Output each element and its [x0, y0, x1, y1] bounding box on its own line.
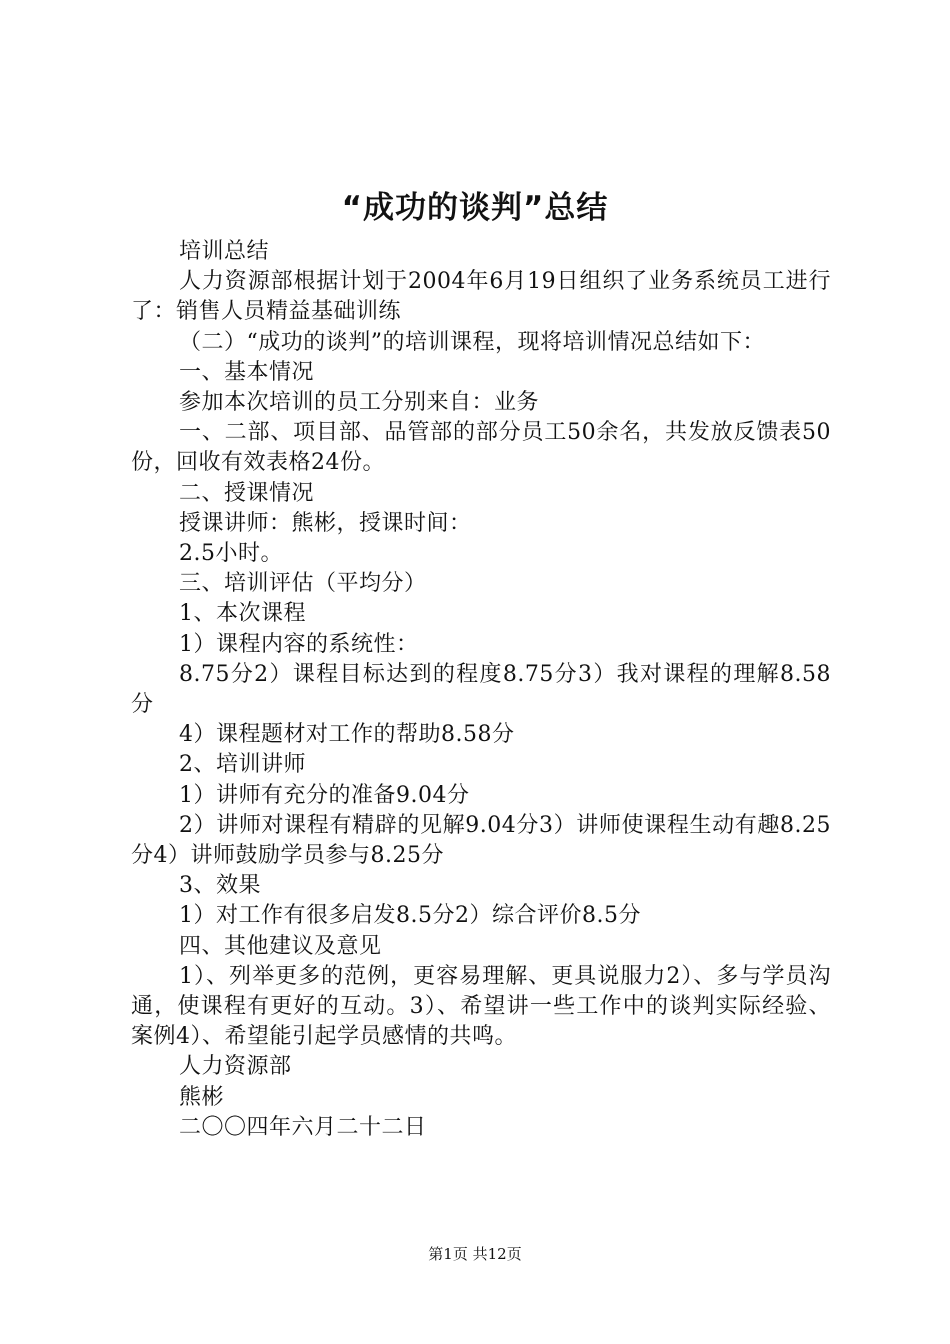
item-lecturer-preparation: 1）讲师有充分的准备9.04分 — [179, 782, 470, 808]
paragraph-participants: 参加本次培训的员工分别来自：业务 — [179, 390, 540, 416]
subheading-effect: 3、效果 — [179, 873, 261, 899]
paragraph-heading-training-summary: 培训总结 — [179, 239, 270, 264]
subheading-course: 1、本次课程 — [179, 601, 306, 627]
document-body — [131, 237, 831, 1143]
paragraph-course-name: （二）“成功的谈判”的培训课程，现将培训情况总结如下： — [179, 329, 765, 355]
item-effect-scores: 1）对工作有很多启发8.5分2）综合评价8.5分 — [179, 903, 641, 929]
item-course-help: 4）课程题材对工作的帮助8.58分 — [179, 722, 515, 748]
page-number-footer: 第1页 共12页 — [428, 1245, 522, 1263]
item-lecturer-scores: 2）讲师对课程有精辟的见解9.04分3）讲师使课程生动有趣8.25分4）讲师鼓励学员参与8.25分 — [131, 812, 831, 869]
item-course-system: 1）课程内容的系统性： — [179, 631, 419, 657]
section-heading-basic-info: 一、基本情况 — [179, 359, 315, 385]
paragraph-suggestions: 1）、列举更多的范例，更容易理解、更具说服力2）、多与学员沟通，使课程有更好的互动。3）、希望讲一些工作中的谈判实际经验、案例4）、希望能引起学员感情的共鸣。 — [131, 963, 831, 1050]
paragraph-lecturer: 授课讲师：熊彬，授课时间： — [179, 510, 472, 536]
section-heading-evaluation: 三、培训评估（平均分） — [179, 571, 427, 597]
paragraph-duration: 2.5小时。 — [179, 541, 283, 567]
subheading-lecturer: 2、培训讲师 — [179, 752, 306, 778]
paragraph-intro: 人力资源部根据计划于2004年6月19日组织了业务系统员工进行了：销售人员精益基础训练 — [131, 269, 831, 325]
item-course-scores: 8.75分2）课程目标达到的程度8.75分3）我对课程的理解8.58分 — [131, 661, 831, 718]
paragraph-departments: 一、二部、项目部、品管部的部分员工50余名，共发放反馈表50份，回收有效表格24份。 — [131, 420, 831, 476]
document-title: “成功的谈判”总结 — [341, 190, 609, 226]
section-heading-suggestions: 四、其他建议及意见 — [179, 933, 382, 959]
signature-name: 熊彬 — [179, 1084, 225, 1110]
signature-department: 人力资源部 — [179, 1054, 292, 1080]
section-heading-teaching: 二、授课情况 — [179, 480, 315, 506]
signature-date: 二〇〇四年六月二十二日 — [179, 1114, 427, 1140]
